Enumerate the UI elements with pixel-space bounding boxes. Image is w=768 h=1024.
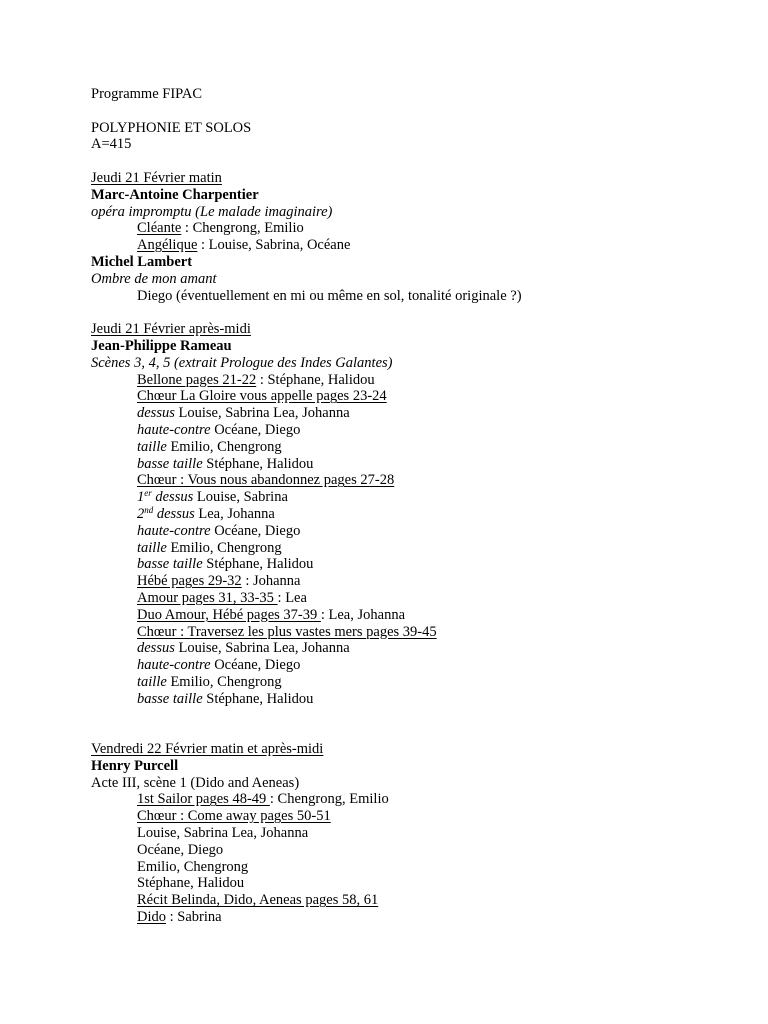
chorus-heading: Chœur : Traversez les plus vastes mers pages 39-45 bbox=[137, 623, 437, 640]
role-line bbox=[91, 590, 751, 607]
voice-line bbox=[91, 523, 751, 540]
voice-cast: Lea, Johanna bbox=[194, 505, 275, 522]
role-name: Duo Amour, Hébé pages 37-39 bbox=[137, 606, 321, 623]
program-text bbox=[91, 86, 751, 926]
voice-line bbox=[91, 691, 751, 708]
voice-number: 2 bbox=[137, 505, 145, 522]
work-title: Ombre de mon amant bbox=[91, 270, 217, 287]
composer-name: Michel Lambert bbox=[91, 253, 193, 270]
voice-line bbox=[91, 489, 751, 506]
composer-name: Jean-Philippe Rameau bbox=[91, 337, 232, 354]
role-name: Hébé pages 29-32 bbox=[137, 573, 242, 590]
voice-number: 1 bbox=[137, 489, 145, 506]
role-name: Dido bbox=[137, 909, 166, 926]
role-cast: : Lea, Johanna bbox=[320, 606, 406, 623]
voice-part-label: dessus bbox=[153, 505, 195, 522]
voice-line bbox=[91, 456, 751, 473]
role-cast: : Lea bbox=[277, 589, 307, 606]
voice-part: dessus bbox=[137, 405, 175, 422]
work-title: Scènes 3, 4, 5 (extrait Prologue des Indes Galantes) bbox=[91, 354, 393, 371]
session-date: Vendredi 22 Février matin et après-midi bbox=[91, 741, 324, 758]
voice-cast: Stéphane, Halidou bbox=[202, 556, 314, 573]
voice-cast: Louise, Sabrina Lea, Johanna bbox=[174, 405, 350, 422]
role-line bbox=[91, 791, 751, 808]
voice-part bbox=[137, 489, 193, 505]
chorus-heading: Chœur : Come away pages 50-51 bbox=[137, 808, 331, 825]
voice-cast: Stéphane, Halidou bbox=[202, 455, 314, 472]
role-name: Bellone pages 21-22 bbox=[137, 371, 257, 388]
role-line bbox=[91, 372, 751, 389]
voice-cast-line: Louise, Sabrina Lea, Johanna bbox=[137, 825, 309, 842]
chorus-heading: Chœur : Vous nous abandonnez pages 27-28 bbox=[137, 472, 395, 489]
voice-part-label: dessus bbox=[151, 489, 194, 506]
ordinal-suffix: er bbox=[144, 488, 152, 499]
voice-cast: Louise, Sabrina bbox=[193, 489, 288, 506]
voice-cast: Emilio, Chengrong bbox=[166, 438, 282, 455]
voice-cast: Stéphane, Halidou bbox=[202, 690, 314, 707]
voice-cast-line: Stéphane, Halidou bbox=[137, 875, 245, 892]
recit-heading: Récit Belinda, Dido, Aeneas pages 58, 61 bbox=[137, 892, 379, 909]
voice-part: taille bbox=[137, 438, 167, 455]
role-line bbox=[91, 573, 751, 590]
role-name: Cléante bbox=[137, 220, 182, 237]
voice-part: basse taille bbox=[137, 690, 203, 707]
voice-cast: Louise, Sabrina Lea, Johanna bbox=[174, 640, 350, 657]
voice-part: basse taille bbox=[137, 556, 203, 573]
session-date: Jeudi 21 Février après-midi bbox=[91, 321, 251, 338]
role-cast: : Chengrong, Emilio bbox=[181, 220, 304, 237]
voice-line bbox=[91, 540, 751, 557]
role-line bbox=[91, 220, 751, 237]
voice-cast-line: Emilio, Chengrong bbox=[137, 858, 249, 875]
voice-cast: Emilio, Chengrong bbox=[166, 539, 282, 556]
voice-line bbox=[91, 657, 751, 674]
voice-part: haute-contre bbox=[137, 421, 211, 438]
role-name: 1st Sailor pages 48-49 bbox=[137, 791, 270, 808]
tuning-note: A=415 bbox=[91, 136, 132, 153]
composer-name: Marc-Antoine Charpentier bbox=[91, 186, 259, 203]
work-note: Diego (éventuellement en mi ou même en sol, tonalité originale ?) bbox=[137, 287, 522, 304]
voice-cast-line: Océane, Diego bbox=[137, 841, 224, 858]
voice-part: basse taille bbox=[137, 455, 203, 472]
voice-line bbox=[91, 422, 751, 439]
role-cast: : Stéphane, Halidou bbox=[256, 371, 375, 388]
work-title: opéra impromptu (Le malade imaginaire) bbox=[91, 203, 333, 220]
voice-cast: Océane, Diego bbox=[210, 522, 301, 539]
voice-line bbox=[91, 640, 751, 657]
role-cast: : Johanna bbox=[241, 573, 301, 590]
role-name: Amour pages 31, 33-35 bbox=[137, 589, 278, 606]
role-cast: : Louise, Sabrina, Océane bbox=[197, 237, 351, 254]
work-title: Acte III, scène 1 (Dido and Aeneas) bbox=[91, 774, 300, 791]
voice-line bbox=[91, 405, 751, 422]
role-cast: : Chengrong, Emilio bbox=[269, 791, 389, 808]
voice-cast: Emilio, Chengrong bbox=[166, 673, 282, 690]
voice-part: dessus bbox=[137, 640, 175, 657]
voice-line bbox=[91, 556, 751, 573]
voice-cast: Océane, Diego bbox=[210, 421, 301, 438]
voice-part: haute-contre bbox=[137, 657, 211, 674]
voice-part bbox=[137, 506, 195, 522]
role-line bbox=[91, 909, 751, 926]
session-date: Jeudi 21 Février matin bbox=[91, 169, 222, 186]
role-line bbox=[91, 607, 751, 624]
role-line bbox=[91, 237, 751, 254]
role-cast: : Sabrina bbox=[166, 909, 222, 926]
voice-line bbox=[91, 439, 751, 456]
voice-part: taille bbox=[137, 673, 167, 690]
chorus-heading: Chœur La Gloire vous appelle pages 23-24 bbox=[137, 388, 387, 405]
voice-line bbox=[91, 506, 751, 523]
role-name: Angélique bbox=[137, 237, 198, 254]
ordinal-suffix: nd bbox=[144, 504, 154, 515]
section-heading: POLYPHONIE ET SOLOS bbox=[91, 119, 252, 136]
voice-cast: Océane, Diego bbox=[210, 657, 301, 674]
composer-name: Henry Purcell bbox=[91, 757, 179, 774]
voice-part: taille bbox=[137, 539, 167, 556]
voice-line bbox=[91, 674, 751, 691]
document-title: Programme FIPAC bbox=[91, 86, 203, 102]
voice-part: haute-contre bbox=[137, 522, 211, 539]
